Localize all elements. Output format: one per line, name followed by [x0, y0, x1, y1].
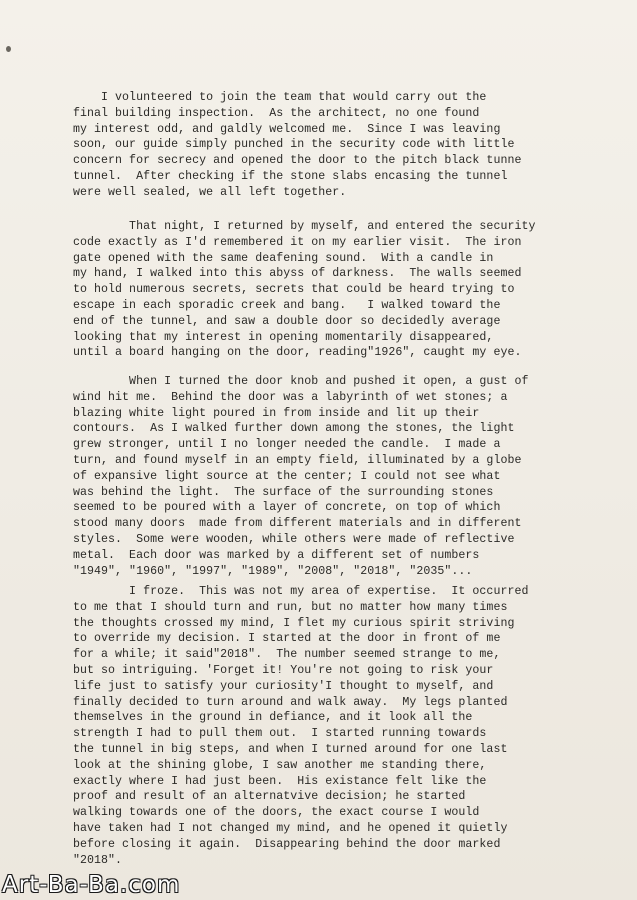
text-line: When I turned the door knob and pushed it open, a gust of: [73, 375, 529, 388]
text-line: "2018".: [73, 853, 123, 867]
text-line: exactly where I had just been. His existance felt like the: [73, 774, 487, 788]
text-line: blazing white light poured in from inside and lit up their: [73, 406, 480, 420]
text-line: turn, and found myself in an empty field, illuminated by a globe: [73, 453, 522, 467]
text-line: but so intriguing. 'Forget it! You're not going to risk your: [73, 663, 494, 677]
text-line: I volunteered to join the team that would carry out the: [73, 91, 487, 104]
text-line: the tunnel in big steps, and when I turned around for one last: [73, 742, 508, 756]
text-line: escape in each sporadic creek and bang. I walked toward the: [73, 298, 501, 312]
text-line: tunnel. After checking if the stone slabs encasing the tunnel: [73, 169, 508, 183]
text-line: grew stronger, until I no longer needed the candle. I made a: [73, 438, 501, 452]
text-line: themselves in the ground in defiance, and it look all the: [73, 711, 473, 725]
text-line: That night, I returned by myself, and entered the security: [73, 220, 536, 233]
text-line: wind hit me. Behind the door was a labyrinth of wet stones; a: [73, 390, 508, 404]
paragraph-2: [73, 219, 603, 361]
text-line: were well sealed, we all left together.: [73, 185, 347, 199]
text-line: my interest odd, and galdly welcomed me. Since I was leaving: [73, 122, 501, 136]
paragraph-4: [73, 584, 603, 868]
text-line: styles. Some were wooden, while others were made of reflective: [73, 532, 515, 546]
text-line: to hold numerous secrets, secrets that could be heard trying to: [73, 283, 515, 297]
text-line: gate opened with the same deafening sound. With a candle in: [73, 251, 494, 265]
text-line: metal. Each door was marked by a different set of numbers: [73, 548, 480, 562]
text-line: code exactly as I'd remembered it on my earlier visit. The iron: [73, 235, 522, 249]
text-line: I froze. This was not my area of expertise. It occurred: [73, 585, 529, 598]
text-line: contours. As I walked further down among the stones, the light: [73, 422, 515, 436]
text-line: have taken had I not changed my mind, and he opened it quietly: [73, 821, 508, 835]
text-line: "1949", "1960", "1997", "1989", "2008", "2018", "2035"...: [73, 564, 473, 578]
text-line: soon, our guide simply punched in the security code with little: [73, 138, 515, 152]
text-line: end of the tunnel, and saw a double door so decidedly average: [73, 314, 501, 328]
ink-speck: [6, 46, 11, 52]
text-line: seemed to be poured with a layer of concrete, on top of which: [73, 501, 501, 515]
paragraph-3: [73, 374, 603, 579]
paragraph-1: [73, 90, 603, 201]
text-line: my hand, I walked into this abyss of darkness. The walls seemed: [73, 267, 522, 281]
text-line: finally decided to turn around and walk away. My legs planted: [73, 695, 508, 709]
text-line: the thoughts crossed my mind, I flet my curious spirit striving: [73, 616, 515, 630]
text-line: walking towards one of the doors, the exact course I would: [73, 806, 480, 820]
text-line: until a board hanging on the door, reading"1926", caught my eye.: [73, 346, 522, 360]
text-line: look at the shining globe, I saw another me standing there,: [73, 758, 487, 772]
text-line: before closing it again. Disappearing behind the door marked: [73, 837, 501, 851]
text-line: to override my decision. I started at the door in front of me: [73, 632, 501, 646]
text-line: strength I had to pull them out. I started running towards: [73, 727, 487, 741]
text-line: was behind the light. The surface of the surrounding stones: [73, 485, 494, 499]
text-line: concern for secrecy and opened the door to the pitch black tunne: [73, 154, 522, 168]
text-line: to me that I should turn and run, but no matter how many times: [73, 600, 508, 614]
text-line: final building inspection. As the architect, no one found: [73, 106, 480, 120]
text-line: of expansive light source at the center; I could not see what: [73, 469, 501, 483]
text-line: stood many doors made from different materials and in different: [73, 517, 522, 531]
text-line: looking that my interest in opening momentarily disappeared,: [73, 330, 494, 344]
text-line: for a while; it said"2018". The number seemed strange to me,: [73, 648, 501, 662]
text-line: life just to satisfy your curiosity'I thought to myself, and: [73, 679, 494, 693]
site-watermark: Art-Ba-Ba.com: [2, 872, 181, 898]
text-line: proof and result of an alternatvive decision; he started: [73, 790, 466, 804]
